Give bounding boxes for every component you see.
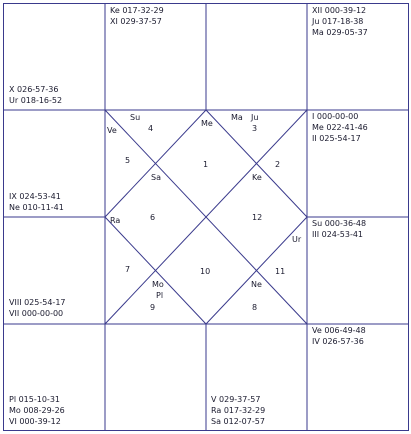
- cell-line: III 024-53-41: [312, 230, 364, 239]
- cell-line: Mo 008-29-26: [9, 406, 65, 415]
- cell-right-upper: [312, 112, 368, 143]
- planet-label: Ke: [252, 173, 262, 182]
- planet-label: Ma: [231, 113, 243, 122]
- cell-line: Ur 018-16-52: [9, 96, 63, 105]
- house-number: 3: [252, 124, 258, 133]
- cell-line: Me 022-41-46: [312, 123, 368, 132]
- cell-line: Ke 017-32-29: [110, 6, 164, 15]
- cell-line: Su 000-36-48: [312, 219, 367, 228]
- cell-line: X 026-57-36: [9, 85, 59, 94]
- house-number: 7: [125, 265, 131, 274]
- cell-line: II 025-54-17: [312, 134, 361, 143]
- cell-left-upper: [9, 192, 64, 212]
- cell-bottom-left: [9, 395, 65, 426]
- cell-line: Ma 029-05-37: [312, 28, 368, 37]
- house-6: [150, 173, 161, 222]
- house-number: 9: [150, 303, 156, 312]
- cell-line: Ne 010-11-41: [9, 203, 64, 212]
- cell-line: I 000-00-00: [312, 112, 359, 121]
- house-number: 4: [148, 124, 154, 133]
- planet-label: Ur: [292, 235, 302, 244]
- cell-bottom-third: [211, 395, 265, 426]
- planet-label: Su: [130, 113, 141, 122]
- house-number: 12: [252, 213, 263, 222]
- cell-line: IV 026-57-36: [312, 337, 364, 346]
- planet-label: Me: [201, 119, 213, 128]
- cell-line: Ve 006-49-48: [312, 326, 366, 335]
- cell-line: Pl 015-10-31: [9, 395, 60, 404]
- house-10: [200, 267, 210, 276]
- planet-label: Ju: [251, 113, 259, 122]
- cell-line: XII 000-39-12: [312, 6, 367, 15]
- cell-left-lower: [9, 298, 66, 318]
- cell-top-second: [110, 6, 164, 26]
- cell-line: VIII 025-54-17: [9, 298, 66, 307]
- planet-label: Mo: [152, 280, 164, 289]
- cell-line: V 029-37-57: [211, 395, 261, 404]
- cell-line: Ju 017-18-38: [312, 17, 364, 26]
- planet-label: Ra: [110, 216, 121, 225]
- house-number: 10: [200, 267, 211, 276]
- cell-line: IX 024-53-41: [9, 192, 61, 201]
- house-8: [252, 303, 257, 312]
- planet-label: Pl: [156, 291, 164, 300]
- house-12: [252, 213, 302, 244]
- cell-line: VI 000-39-12: [9, 417, 61, 426]
- house-7: [110, 216, 130, 274]
- house-number: 11: [275, 267, 286, 276]
- house-3: [231, 113, 258, 133]
- cell-line: XI 029-37-57: [110, 17, 162, 26]
- planet-label: Ne: [251, 280, 262, 289]
- house-number: 6: [150, 213, 156, 222]
- house-5: [107, 126, 130, 165]
- cell-bottom-right: [312, 326, 366, 346]
- house-diamond: [105, 110, 307, 324]
- cell-line: Ra 017-32-29: [211, 406, 266, 415]
- house-number: 5: [125, 156, 131, 165]
- house-9: [150, 280, 164, 312]
- cell-right-lower: [312, 219, 366, 239]
- house-2: [275, 160, 280, 169]
- cell-line: VII 000-00-00: [9, 309, 64, 318]
- house-number: 2: [275, 160, 281, 169]
- cell-top-right: [311, 6, 368, 37]
- planet-label: Ve: [107, 126, 117, 135]
- house-number: 1: [203, 160, 209, 169]
- house-1: [203, 160, 262, 182]
- cell-top-left: [9, 85, 62, 105]
- cell-line: Sa 012-07-57: [211, 417, 265, 426]
- planet-label: Sa: [151, 173, 161, 182]
- house-number: 8: [252, 303, 258, 312]
